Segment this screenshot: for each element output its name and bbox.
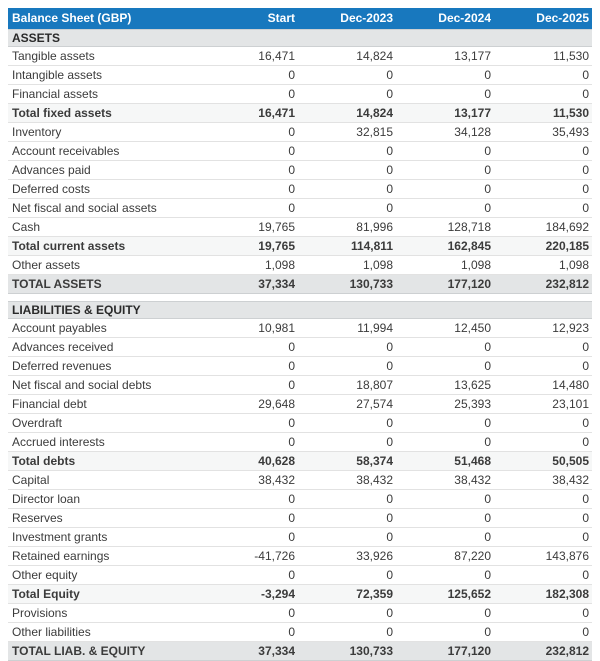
row-label: Total fixed assets [8,103,200,122]
row-value: 10,981 [200,318,298,337]
table-row [8,122,592,141]
table-row [8,489,592,508]
table-row [8,413,592,432]
row-value: 0 [396,489,494,508]
table-row [8,46,592,65]
row-value: 0 [200,508,298,527]
balance-sheet-table [8,8,592,661]
row-label: Capital [8,470,200,489]
row-label: Inventory [8,122,200,141]
row-value: 0 [396,565,494,584]
row-value: 0 [494,337,592,356]
row-label: Account payables [8,318,200,337]
row-value: 0 [200,160,298,179]
table-row [8,375,592,394]
row-value: 1,098 [298,255,396,274]
table-row [8,508,592,527]
table-row [8,337,592,356]
row-value: 13,177 [396,103,494,122]
row-value: 0 [298,84,396,103]
row-value: 0 [200,622,298,641]
row-label: Deferred costs [8,179,200,198]
row-label: Director loan [8,489,200,508]
row-value: 0 [200,84,298,103]
row-value: 128,718 [396,217,494,236]
row-value: 0 [298,527,396,546]
row-value: 58,374 [298,451,396,470]
row-value: 0 [298,179,396,198]
table-row [8,236,592,255]
row-value: 0 [200,337,298,356]
row-value: 0 [200,198,298,217]
row-value: 0 [396,527,494,546]
row-value: 0 [494,65,592,84]
table-body [8,29,592,660]
row-value: 0 [396,160,494,179]
row-label: Financial assets [8,84,200,103]
table-row [8,356,592,375]
row-value: 0 [494,603,592,622]
row-value: 232,812 [494,274,592,293]
row-value: 38,432 [298,470,396,489]
row-value: 0 [200,565,298,584]
row-value: 25,393 [396,394,494,413]
row-label: Financial debt [8,394,200,413]
row-value: 0 [494,141,592,160]
row-value: 1,098 [200,255,298,274]
row-value: 14,824 [298,46,396,65]
row-value: 0 [200,489,298,508]
table-header-row [8,8,592,29]
row-value: 27,574 [298,394,396,413]
table-row [8,432,592,451]
row-value: 13,177 [396,46,494,65]
row-value: 0 [396,141,494,160]
row-value: 0 [298,432,396,451]
row-value: 1,098 [396,255,494,274]
column-header-dec-2025: Dec-2025 [494,8,592,29]
row-value: 0 [494,527,592,546]
table-row [8,255,592,274]
row-value: 0 [494,356,592,375]
row-value: -41,726 [200,546,298,565]
table-row [8,65,592,84]
row-value: 0 [298,413,396,432]
table-row [8,565,592,584]
row-value: 130,733 [298,641,396,660]
row-value: 13,625 [396,375,494,394]
row-value: 0 [298,489,396,508]
column-header-dec-2023: Dec-2023 [298,8,396,29]
row-value: 0 [200,432,298,451]
row-value: 14,480 [494,375,592,394]
row-label: Account receivables [8,141,200,160]
row-value: 0 [396,198,494,217]
section-header-row [8,29,592,46]
row-value: 16,471 [200,103,298,122]
row-value: 51,468 [396,451,494,470]
row-value: 0 [494,432,592,451]
row-value: 38,432 [200,470,298,489]
row-value: 0 [396,179,494,198]
row-label: Net fiscal and social debts [8,375,200,394]
row-value: 0 [494,489,592,508]
row-value: 0 [200,413,298,432]
row-value: 1,098 [494,255,592,274]
row-label: Reserves [8,508,200,527]
row-value: 0 [298,65,396,84]
row-value: 0 [396,84,494,103]
row-value: 0 [396,432,494,451]
row-value: 12,923 [494,318,592,337]
row-value: 0 [298,508,396,527]
row-value: 11,994 [298,318,396,337]
row-value: 0 [396,622,494,641]
table-row [8,217,592,236]
row-value: 0 [494,413,592,432]
table-row [8,84,592,103]
row-value: 0 [200,179,298,198]
row-value: 34,128 [396,122,494,141]
row-value: 19,765 [200,236,298,255]
row-label: Total current assets [8,236,200,255]
row-value: 184,692 [494,217,592,236]
row-label: TOTAL ASSETS [8,274,200,293]
row-value: 0 [200,141,298,160]
table-row [8,622,592,641]
row-label: Cash [8,217,200,236]
row-value: 38,432 [494,470,592,489]
row-value: 0 [396,356,494,375]
row-value: 72,359 [298,584,396,603]
row-value: 177,120 [396,641,494,660]
section-header-label: ASSETS [8,29,592,46]
table-row [8,179,592,198]
row-value: 143,876 [494,546,592,565]
table-title: Balance Sheet (GBP) [8,8,200,29]
table-row [8,141,592,160]
row-value: 35,493 [494,122,592,141]
section-header-row [8,301,592,318]
row-value: 0 [396,337,494,356]
row-value: 0 [200,65,298,84]
table-row [8,394,592,413]
row-value: 0 [298,622,396,641]
row-label: TOTAL LIAB. & EQUITY [8,641,200,660]
row-label: Other assets [8,255,200,274]
row-value: 38,432 [396,470,494,489]
table-row [8,603,592,622]
row-value: 0 [298,337,396,356]
row-value: 0 [396,508,494,527]
section-header-label: LIABILITIES & EQUITY [8,301,592,318]
row-value: 14,824 [298,103,396,122]
row-value: 0 [396,65,494,84]
row-label: Accrued interests [8,432,200,451]
row-value: 220,185 [494,236,592,255]
row-value: 23,101 [494,394,592,413]
row-value: 11,530 [494,103,592,122]
row-label: Tangible assets [8,46,200,65]
row-label: Overdraft [8,413,200,432]
table-row [8,641,592,660]
row-value: 0 [200,603,298,622]
row-value: 182,308 [494,584,592,603]
table-row [8,160,592,179]
row-value: 12,450 [396,318,494,337]
row-value: 0 [200,527,298,546]
row-value: 0 [298,198,396,217]
row-value: 125,652 [396,584,494,603]
row-value: 11,530 [494,46,592,65]
table-row [8,103,592,122]
table-row [8,584,592,603]
row-value: 16,471 [200,46,298,65]
section-gap-row [8,293,592,301]
row-label: Total Equity [8,584,200,603]
row-value: 0 [298,356,396,375]
row-value: 0 [396,413,494,432]
row-value: 0 [494,565,592,584]
row-value: -3,294 [200,584,298,603]
row-value: 0 [396,603,494,622]
row-value: 40,628 [200,451,298,470]
row-label: Provisions [8,603,200,622]
row-value: 37,334 [200,641,298,660]
row-value: 114,811 [298,236,396,255]
row-value: 0 [298,565,396,584]
row-label: Other equity [8,565,200,584]
row-value: 32,815 [298,122,396,141]
row-value: 0 [298,141,396,160]
row-value: 0 [494,160,592,179]
row-label: Investment grants [8,527,200,546]
row-value: 19,765 [200,217,298,236]
column-header-start: Start [200,8,298,29]
row-label: Other liabilities [8,622,200,641]
row-value: 37,334 [200,274,298,293]
row-label: Retained earnings [8,546,200,565]
row-value: 232,812 [494,641,592,660]
row-label: Deferred revenues [8,356,200,375]
row-value: 0 [494,179,592,198]
column-header-dec-2024: Dec-2024 [396,8,494,29]
table-row [8,546,592,565]
row-value: 0 [298,603,396,622]
row-value: 130,733 [298,274,396,293]
row-value: 162,845 [396,236,494,255]
row-value: 33,926 [298,546,396,565]
row-value: 0 [298,160,396,179]
row-value: 0 [200,356,298,375]
row-label: Net fiscal and social assets [8,198,200,217]
row-value: 0 [200,375,298,394]
row-value: 0 [494,622,592,641]
balance-sheet-container [8,8,592,661]
row-value: 0 [494,198,592,217]
row-label: Total debts [8,451,200,470]
row-value: 0 [494,84,592,103]
row-value: 18,807 [298,375,396,394]
row-label: Advances paid [8,160,200,179]
row-value: 81,996 [298,217,396,236]
row-label: Intangible assets [8,65,200,84]
section-gap [8,293,592,301]
row-value: 29,648 [200,394,298,413]
row-label: Advances received [8,337,200,356]
row-value: 0 [200,122,298,141]
table-row [8,198,592,217]
row-value: 50,505 [494,451,592,470]
table-row [8,451,592,470]
table-row [8,274,592,293]
row-value: 87,220 [396,546,494,565]
table-row [8,318,592,337]
row-value: 177,120 [396,274,494,293]
row-value: 0 [494,508,592,527]
table-row [8,470,592,489]
table-row [8,527,592,546]
